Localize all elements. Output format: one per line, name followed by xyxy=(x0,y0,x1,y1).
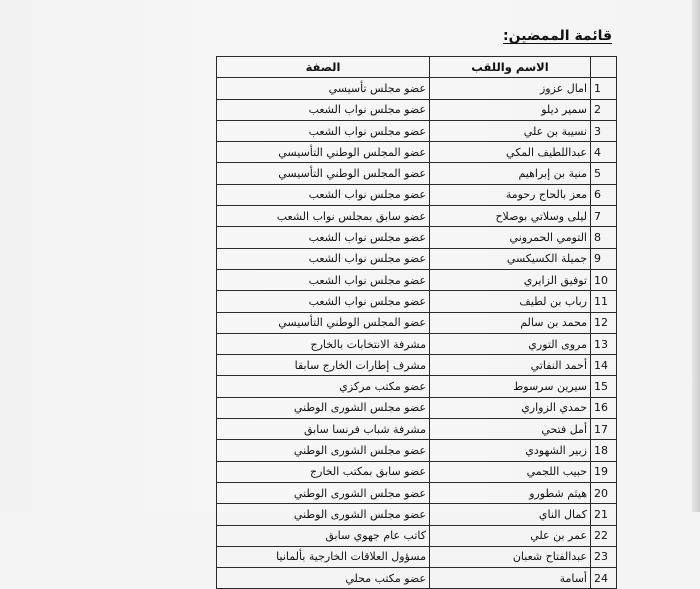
row-number: 13 xyxy=(591,333,617,354)
row-name: توفيق الزايري xyxy=(430,269,591,290)
table-row xyxy=(217,99,617,120)
table-row xyxy=(217,206,617,227)
row-name: عبداللطيف المكي xyxy=(430,142,591,163)
row-number: 21 xyxy=(591,504,617,525)
table-row xyxy=(217,397,617,418)
table-row xyxy=(217,546,617,567)
row-number: 12 xyxy=(591,312,617,333)
table-row xyxy=(217,312,617,333)
row-number: 5 xyxy=(591,163,617,184)
row-number: 8 xyxy=(591,227,617,248)
row-role: عضو مجلس الشورى الوطني xyxy=(217,397,430,418)
table-row xyxy=(217,504,617,525)
row-name: رباب بن لطيف xyxy=(430,291,591,312)
table-row xyxy=(217,482,617,503)
row-role: عضو مجلس نواب الشعب xyxy=(217,269,430,290)
row-role: عضو سابق بمجلس نواب الشعب xyxy=(217,206,430,227)
table-row xyxy=(217,163,617,184)
row-number: 20 xyxy=(591,482,617,503)
table-row xyxy=(217,461,617,482)
row-role: عضو مكتب مركزي xyxy=(217,376,430,397)
table-row xyxy=(217,355,617,376)
row-name: سيرين سرسوط xyxy=(430,376,591,397)
row-role: عضو مكتب محلي xyxy=(217,568,430,589)
row-number: 23 xyxy=(591,546,617,567)
row-name: امال عزوز xyxy=(430,78,591,99)
row-name: أسامة xyxy=(430,568,591,589)
row-number: 18 xyxy=(591,440,617,461)
row-number: 10 xyxy=(591,269,617,290)
row-number: 4 xyxy=(591,142,617,163)
row-role: عضو مجلس نواب الشعب xyxy=(217,227,430,248)
header-name: الاسم واللقب xyxy=(430,57,591,78)
table-row xyxy=(217,269,617,290)
row-role: مشرفة الانتخابات بالخارج xyxy=(217,333,430,354)
list-heading: قائمة الممضين: xyxy=(503,28,612,44)
row-number: 3 xyxy=(591,120,617,141)
row-name: هيثم شطورو xyxy=(430,482,591,503)
table-row xyxy=(217,248,617,269)
table-row xyxy=(217,291,617,312)
table-row xyxy=(217,227,617,248)
table-row xyxy=(217,184,617,205)
row-number: 17 xyxy=(591,419,617,440)
row-name: كمال الناي xyxy=(430,504,591,525)
row-role: عضو مجلس نواب الشعب xyxy=(217,248,430,269)
row-name: محمد بن سالم xyxy=(430,312,591,333)
row-number: 15 xyxy=(591,376,617,397)
row-role: عضو مجلس تأسيسي xyxy=(217,78,430,99)
row-number: 1 xyxy=(591,78,617,99)
row-number: 16 xyxy=(591,397,617,418)
table-row xyxy=(217,419,617,440)
row-name: عبدالفتاح شعبان xyxy=(430,546,591,567)
row-name: أحمد النفاتي xyxy=(430,355,591,376)
row-role: عضو سابق بمكتب الخارج xyxy=(217,461,430,482)
row-role: مشرفة شباب فرنسا سابق xyxy=(217,419,430,440)
signatories-table xyxy=(216,56,617,589)
table-row xyxy=(217,568,617,589)
row-name: التومي الحمروني xyxy=(430,227,591,248)
table-row xyxy=(217,440,617,461)
row-role: عضو مجلس نواب الشعب xyxy=(217,291,430,312)
row-name: زبير الشهودي xyxy=(430,440,591,461)
row-name: منية بن إبراهيم xyxy=(430,163,591,184)
row-role: عضو المجلس الوطني التأسيسي xyxy=(217,163,430,184)
row-role: عضو المجلس الوطني التأسيسي xyxy=(217,142,430,163)
row-number: 11 xyxy=(591,291,617,312)
table-row xyxy=(217,333,617,354)
row-name: سمير ديلو xyxy=(430,99,591,120)
row-name: نسيبة بن علي xyxy=(430,120,591,141)
row-role: كاتب عام جهوي سابق xyxy=(217,525,430,546)
row-number: 14 xyxy=(591,355,617,376)
table-row xyxy=(217,142,617,163)
row-role: مسؤول العلاقات الخارجية بألمانيا xyxy=(217,546,430,567)
row-name: مروى التوري xyxy=(430,333,591,354)
header-number xyxy=(591,57,617,78)
row-number: 24 xyxy=(591,568,617,589)
row-role: عضو مجلس نواب الشعب xyxy=(217,120,430,141)
table-row xyxy=(217,376,617,397)
row-number: 19 xyxy=(591,461,617,482)
row-number: 7 xyxy=(591,206,617,227)
row-number: 2 xyxy=(591,99,617,120)
table-row xyxy=(217,120,617,141)
row-number: 6 xyxy=(591,184,617,205)
row-role: عضو مجلس الشورى الوطني xyxy=(217,482,430,503)
row-name: ليلى وسلاتي بوصلاح xyxy=(430,206,591,227)
row-name: حبيب اللجمي xyxy=(430,461,591,482)
row-role: عضو مجلس نواب الشعب xyxy=(217,99,430,120)
row-role: عضو المجلس الوطني التأسيسي xyxy=(217,312,430,333)
header-role: الصفة xyxy=(217,57,430,78)
row-role: عضو مجلس نواب الشعب xyxy=(217,184,430,205)
row-role: عضو مجلس الشورى الوطني xyxy=(217,440,430,461)
table-header-row xyxy=(217,57,617,78)
row-name: حمدي الزواري xyxy=(430,397,591,418)
table-row xyxy=(217,78,617,99)
row-role: مشرف إطارات الخارج سابقا xyxy=(217,355,430,376)
row-name: جميلة الكسيكسي xyxy=(430,248,591,269)
row-number: 22 xyxy=(591,525,617,546)
row-role: عضو مجلس الشورى الوطني xyxy=(217,504,430,525)
window-edge xyxy=(692,0,700,512)
row-name: معز بالحاج رحومة xyxy=(430,184,591,205)
row-name: أمل فتحي xyxy=(430,419,591,440)
table-row xyxy=(217,525,617,546)
row-name: عمر بن علي xyxy=(430,525,591,546)
row-number: 9 xyxy=(591,248,617,269)
